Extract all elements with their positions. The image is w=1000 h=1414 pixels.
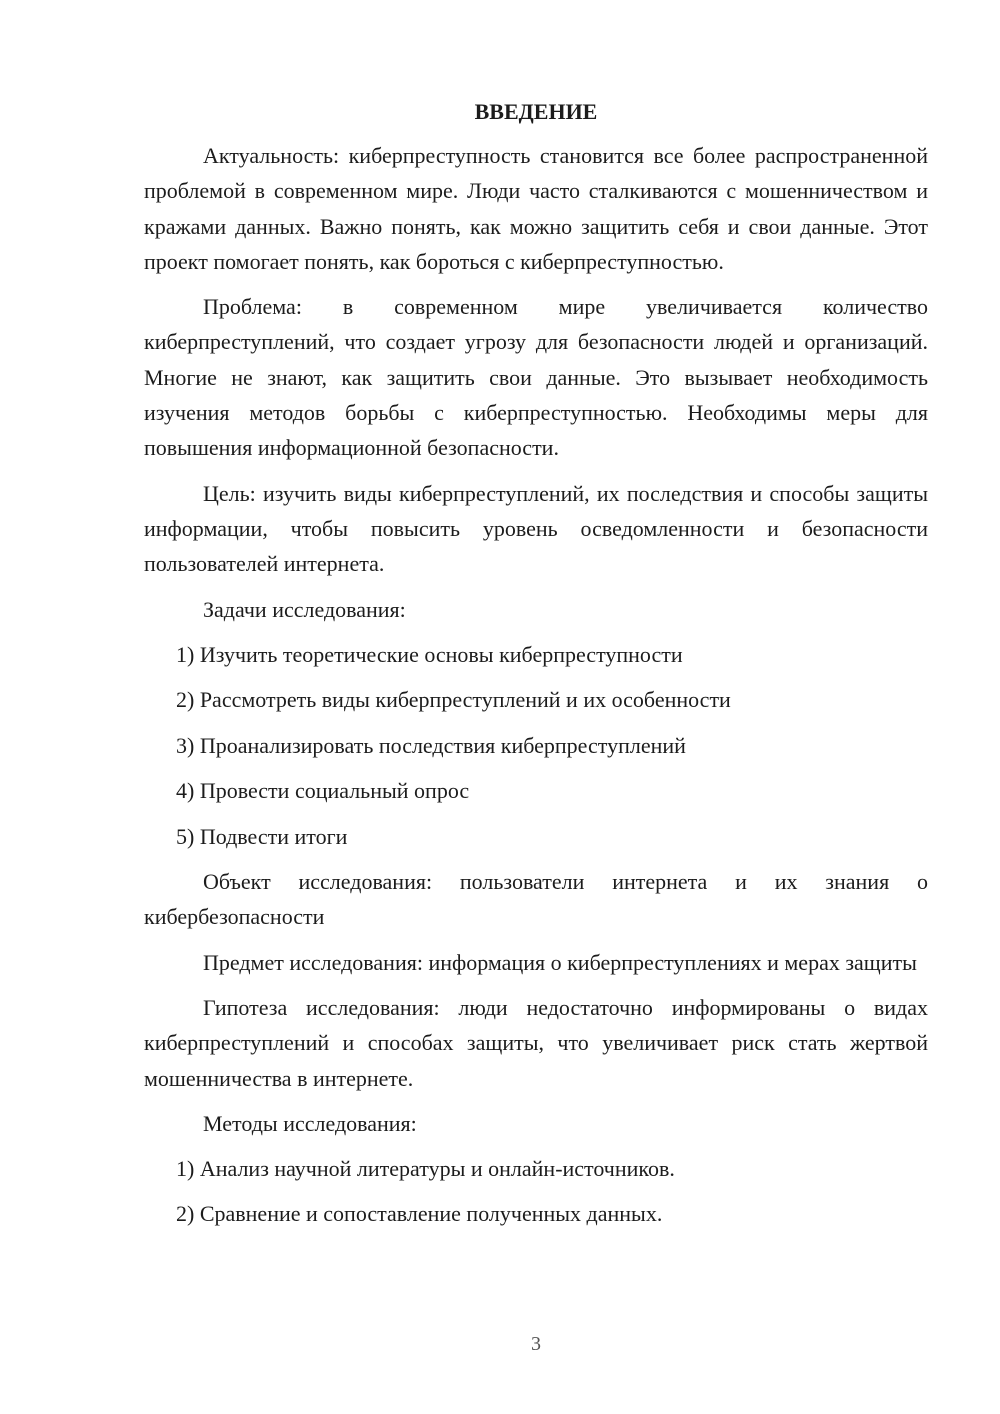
object-paragraph: Объект исследования: пользователи интернета и их знания о кибербезопасности <box>144 869 928 930</box>
goal-paragraph: Цель: изучить виды киберпреступлений, их последствия и способы защиты информации, чтобы повысить уровень осведомленности и безопасности пользователей интернета. <box>144 480 928 577</box>
list-item: 1) Изучить теоретические основы киберпреступности <box>176 641 683 667</box>
list-item: 2) Сравнение и сопоставление полученных данных. <box>176 1201 663 1227</box>
list-item: 4) Провести социальный опрос <box>176 778 470 804</box>
page-title: ВВЕДЕНИЕ <box>474 99 598 124</box>
hypothesis-paragraph: Гипотеза исследования: люди недостаточно информированы о видах киберпреступлений и способах защиты, что увеличивает риск стать жертвой мошенничества в интернете. <box>144 994 928 1091</box>
document-page <box>144 94 928 1242</box>
list-item: 2) Рассмотреть виды киберпреступлений и их особенности <box>176 687 731 713</box>
methods-heading: Методы исследования: <box>203 1110 417 1136</box>
tasks-heading: Задачи исследования: <box>203 596 406 622</box>
methods-list <box>144 1151 928 1232</box>
relevance-paragraph: Актуальность: киберпреступность становится все более распространенной проблемой в современном мире. Люди часто сталкиваются с мошенничеством и кражами данных. Важно понять, как можно защитить себя и свои данные. Этот проект помогает понять, как бороться с киберпреступностью. <box>144 143 928 274</box>
problem-paragraph: Проблема: в современном мире увеличивается количество киберпреступлений, что создает угрозу для безопасности людей и организаций. Многие не знают, как защитить свои данные. Это вызывает необходимость изучения методов борьбы с киберпреступностью. Необходимы меры для повышения информационной безопасности. <box>144 294 928 461</box>
tasks-list <box>144 637 928 854</box>
list-item: 1) Анализ научной литературы и онлайн-источников. <box>176 1155 675 1181</box>
list-item: 3) Проанализировать последствия киберпреступлений <box>176 732 686 758</box>
list-item: 5) Подвести итоги <box>176 823 348 849</box>
subject-paragraph: Предмет исследования: информация о киберпреступлениях и мерах защиты <box>203 949 917 975</box>
page-number: 3 <box>531 1333 541 1355</box>
